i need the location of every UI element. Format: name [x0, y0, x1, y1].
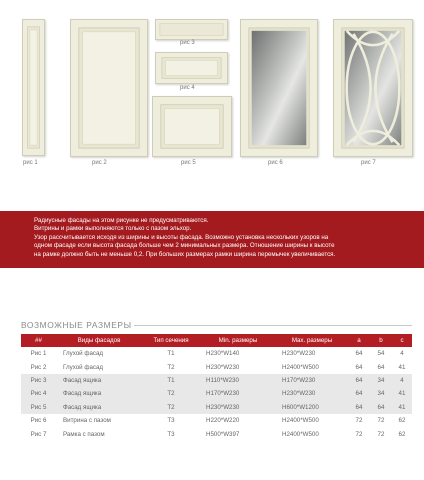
door-fig2-image [70, 19, 148, 157]
cell-c: 62 [398, 430, 406, 438]
cell-min-size: H170*W230 [206, 390, 240, 398]
cell-number: Рис 7 [30, 430, 47, 438]
cell-a: 64 [355, 376, 363, 384]
notice-line: Радиусные фасады на этом рисунке не предусматриваются. [34, 217, 209, 224]
table-row [21, 347, 412, 360]
door-fig4-image [155, 52, 228, 84]
cell-c: 62 [398, 417, 406, 425]
cell-section-type: T1 [167, 350, 175, 358]
fig2-caption: рис 2 [92, 160, 107, 166]
header-a: a [357, 337, 361, 344]
cell-number: Рис 1 [30, 350, 47, 358]
cell-c: 41 [398, 390, 406, 398]
table-row [21, 374, 412, 387]
section-divider [134, 325, 412, 326]
cell-facade-type: Фасад ящика [63, 390, 102, 398]
sizes-table [21, 334, 412, 441]
cell-a: 72 [355, 417, 363, 425]
notice-banner [0, 211, 424, 268]
cell-facade-type: Глухой фасад [63, 350, 104, 358]
door-fig3-image [155, 19, 228, 40]
table-row [21, 387, 412, 400]
cell-min-size: H230*W230 [206, 403, 240, 411]
cell-number: Рис 3 [30, 376, 47, 384]
cell-number: Рис 6 [30, 417, 47, 425]
door-fig7-image [333, 19, 413, 157]
door-fig5-image [152, 96, 232, 157]
fig1-caption: рис 1 [23, 160, 38, 166]
cell-b: 64 [377, 363, 385, 371]
fig3-caption: рис 3 [180, 40, 195, 46]
cell-section-type: T2 [167, 363, 175, 371]
cell-section-type: T2 [167, 403, 175, 411]
cell-b: 72 [377, 417, 385, 425]
cell-section-type: T2 [167, 390, 175, 398]
header-max-size: Max. размеры [291, 337, 333, 344]
cell-facade-type: Витрина с пазом [63, 417, 111, 425]
cell-facade-type: Рамка с пазом [63, 430, 105, 438]
cell-facade-type: Глухой фасад [63, 363, 104, 371]
cell-number: Рис 2 [30, 363, 47, 371]
cell-min-size: H110*W230 [206, 376, 239, 384]
cell-c: 4 [400, 350, 404, 358]
header-facade-type: Виды фасадов [77, 337, 121, 344]
header-c: c [400, 337, 404, 344]
cell-section-type: T3 [167, 430, 175, 438]
cell-b: 64 [377, 403, 385, 411]
cell-a: 64 [355, 403, 363, 411]
cell-max-size: H2400*W500 [282, 430, 319, 438]
cell-section-type: T1 [167, 376, 175, 384]
cell-min-size: H230*W140 [206, 350, 240, 358]
cell-number: Рис 5 [30, 403, 47, 411]
cell-min-size: H500*W397 [206, 430, 240, 438]
fig6-caption: рис 6 [268, 160, 283, 166]
cell-facade-type: Фасад ящика [63, 376, 102, 384]
cell-max-size: H170*W230 [282, 376, 316, 384]
cell-a: 64 [355, 363, 363, 371]
cell-max-size: H2400*W500 [282, 417, 319, 425]
header-number: ## [35, 337, 42, 344]
door-fig6-image [240, 19, 318, 157]
cell-facade-type: Фасад ящика [63, 403, 102, 411]
cell-max-size: H600*W1200 [282, 403, 319, 411]
table-header-row [21, 334, 412, 347]
notice-line: Узор рассчитывается исходя из ширины и высоты фасада. Возможно установка нескольких узоров на [34, 233, 329, 241]
fig4-caption: рис 4 [180, 85, 195, 91]
cell-max-size: H230*W230 [282, 390, 316, 398]
cell-b: 54 [377, 350, 385, 358]
cell-c: 4 [400, 376, 404, 384]
cell-min-size: H220*W220 [206, 417, 240, 425]
cell-a: 72 [355, 430, 363, 438]
table-row [21, 360, 412, 373]
door-fig1-image [22, 19, 45, 156]
fig7-caption: рис 7 [361, 160, 376, 166]
cell-c: 41 [398, 363, 406, 371]
cell-b: 34 [377, 376, 385, 384]
cell-section-type: T3 [167, 417, 175, 425]
cell-max-size: H230*W230 [282, 350, 316, 358]
cell-min-size: H230*W230 [206, 363, 240, 371]
fig5-caption: рис 5 [181, 160, 196, 166]
cell-a: 64 [355, 390, 363, 398]
header-min-size: Min. размеры [218, 337, 258, 344]
cell-number: Рис 4 [30, 390, 47, 398]
notice-line: на рамке должно быть не меньше 0,2. При больших размерах рамки ширина перемычек увеличивается. [34, 250, 336, 258]
cell-b: 34 [377, 390, 385, 398]
sizes-section-title: ВОЗМОЖНЫЕ РАЗМЕРЫ [21, 320, 132, 330]
cell-b: 72 [377, 430, 385, 438]
table-row [21, 427, 412, 440]
notice-line: одном фасаде если высота фасада больше чем 2 минимальных размера. Отношение ширины к высоте [34, 242, 335, 250]
cell-c: 41 [398, 403, 406, 411]
header-section-type: Тип сечения [153, 337, 189, 344]
header-b: b [379, 337, 383, 344]
cell-a: 64 [355, 350, 363, 358]
table-row [21, 414, 412, 427]
table-row [21, 401, 412, 414]
cell-max-size: H2400*W500 [282, 363, 319, 371]
notice-line: Витрины и рамки выполняются только с пазом эльхор. [34, 225, 192, 233]
